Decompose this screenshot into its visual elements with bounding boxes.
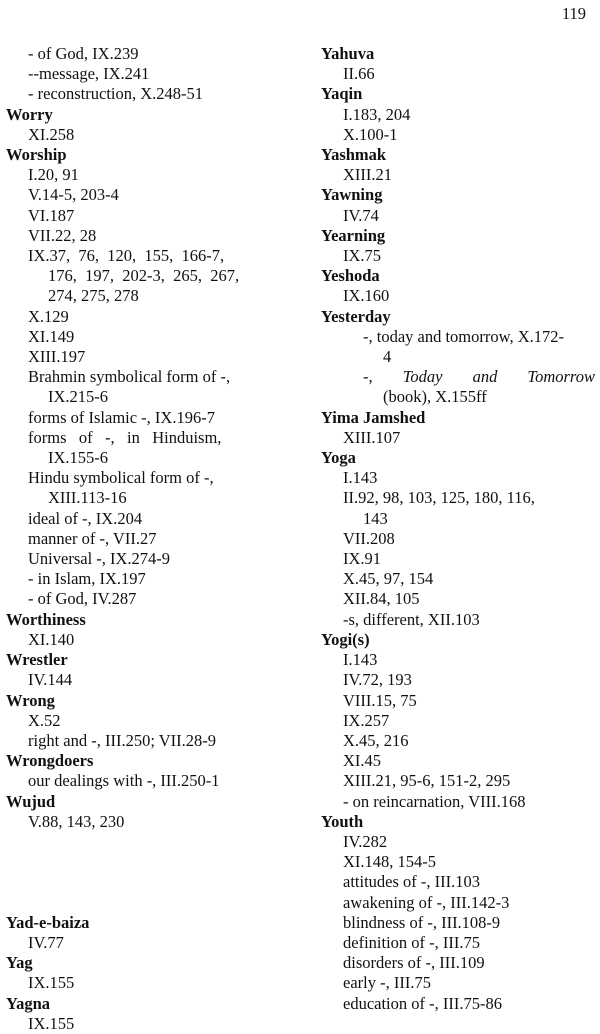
index-entry: Brahmin symbolical form of -, xyxy=(28,367,231,387)
index-entry: manner of -, VII.27 xyxy=(28,528,157,548)
index-entry-book xyxy=(321,367,597,387)
index-entry: education of -, III.75-86 xyxy=(343,993,502,1013)
index-heading: Yag xyxy=(6,953,33,973)
index-entry: X.100-1 xyxy=(343,124,398,144)
index-heading: Yagna xyxy=(6,993,51,1013)
index-heading: Yeshoda xyxy=(321,266,380,286)
index-entry: IX.160 xyxy=(343,286,390,306)
section-gap xyxy=(6,893,291,913)
book-title-word: Tomorrow xyxy=(527,367,595,387)
index-entry: right and -, III.250; VII.28-9 xyxy=(28,730,217,750)
index-entry: IX.257 xyxy=(343,710,390,730)
index-heading: Yima Jamshed xyxy=(321,407,426,427)
index-entry: IX.155 xyxy=(28,973,75,993)
index-heading: Wrestler xyxy=(6,650,68,670)
index-entry-continued: IX.215-6 xyxy=(48,387,109,407)
index-entry: -, today and tomorrow, X.172- xyxy=(363,326,565,346)
index-entry: IV.282 xyxy=(343,831,388,851)
index-entry: disorders of -, III.109 xyxy=(343,953,485,973)
index-entry: blindness of -, III.108-9 xyxy=(343,912,501,932)
index-entry-continued: 176, 197, 202-3, 265, 267, xyxy=(48,266,240,286)
index-entry: forms of -, in Hinduism, xyxy=(28,427,222,447)
index-entry-continued: 143 xyxy=(363,508,388,528)
page-number: 119 xyxy=(561,4,586,23)
index-entry: forms of Islamic -, IX.196-7 xyxy=(28,407,215,427)
book-title-word: and xyxy=(472,367,498,387)
index-entry: XII.84, 105 xyxy=(343,589,420,609)
index-entry-continued: (book), X.155ff xyxy=(383,387,487,407)
index-entry: early -, III.75 xyxy=(343,973,431,993)
index-entry: II.66 xyxy=(343,64,375,84)
index-heading: Wrongdoers xyxy=(6,751,94,771)
index-entry: XI.148, 154-5 xyxy=(343,852,437,872)
index-entry: awakening of -, III.142-3 xyxy=(343,892,510,912)
index-entry: XI.258 xyxy=(28,124,75,144)
index-entry: definition of -, III.75 xyxy=(343,932,481,952)
index-heading: Yahuva xyxy=(321,44,375,63)
index-entry: our dealings with -, III.250-1 xyxy=(28,771,220,791)
index-entry: XI.140 xyxy=(28,629,75,649)
index-entry: X.45, 97, 154 xyxy=(343,569,434,589)
index-entry: XI.45 xyxy=(343,751,382,771)
index-entry: VI.187 xyxy=(28,205,75,225)
index-entry: VIII.15, 75 xyxy=(343,690,417,710)
index-entry: XIII.107 xyxy=(343,427,401,447)
index-entry: IV.74 xyxy=(343,205,379,225)
index-entry: XIII.21, 95-6, 151-2, 295 xyxy=(343,771,511,791)
index-entry: IX.91 xyxy=(343,549,382,569)
index-heading: Yoga xyxy=(321,448,356,468)
index-entry: X.129 xyxy=(28,306,69,326)
index-entry: IV.77 xyxy=(28,932,64,952)
index-heading: Yogi(s) xyxy=(321,629,370,649)
entry-dash: -, xyxy=(363,367,373,387)
index-entry: VII.22, 28 xyxy=(28,225,97,245)
index-entry: I.183, 204 xyxy=(343,104,411,124)
index-entry: - in Islam, IX.197 xyxy=(28,569,146,589)
index-entry: attitudes of -, III.103 xyxy=(343,872,481,892)
index-entry-continued: 274, 275, 278 xyxy=(48,286,139,306)
index-entry-continued: IX.155-6 xyxy=(48,448,109,468)
index-heading: Youth xyxy=(321,811,364,831)
index-entry: XIII.197 xyxy=(28,347,86,367)
index-column-right xyxy=(321,44,597,1014)
index-entry: I.20, 91 xyxy=(28,165,79,185)
index-heading: Yad-e-baiza xyxy=(6,912,90,932)
index-entry: - reconstruction, X.248-51 xyxy=(28,84,204,104)
index-heading: Wujud xyxy=(6,791,56,811)
index-entry: XI.149 xyxy=(28,326,75,346)
index-entry-continued: XIII.113-16 xyxy=(48,488,127,508)
index-entry: - on reincarnation, VIII.168 xyxy=(343,791,526,811)
index-entry: X.52 xyxy=(28,710,61,730)
index-heading: Worry xyxy=(6,104,53,124)
index-entry: IX.155 xyxy=(28,1013,75,1033)
index-entry: Hindu symbolical form of -, xyxy=(28,468,214,488)
index-entry-continued: 4 xyxy=(383,347,392,367)
book-title-word: Today xyxy=(402,367,443,387)
index-entry: IV.144 xyxy=(28,670,73,690)
index-heading: Yesterday xyxy=(321,306,391,326)
index-entry: --message, IX.241 xyxy=(28,64,150,84)
index-heading: Yaqin xyxy=(321,84,363,104)
index-entry: XIII.21 xyxy=(343,165,393,185)
index-heading: Worship xyxy=(6,145,67,165)
index-heading: Yashmak xyxy=(321,145,387,165)
index-entry: IX.37, 76, 120, 155, 166-7, xyxy=(28,246,225,266)
index-entry: II.92, 98, 103, 125, 180, 116, xyxy=(343,488,535,508)
index-entry: ideal of -, IX.204 xyxy=(28,508,143,528)
index-entry: V.88, 143, 230 xyxy=(28,811,125,831)
index-entry: Universal -, IX.274-9 xyxy=(28,549,171,569)
index-entry: VII.208 xyxy=(343,528,395,548)
index-entry: I.143 xyxy=(343,468,378,488)
index-column-left xyxy=(6,44,291,1034)
index-entry: -s, different, XII.103 xyxy=(343,609,480,629)
section-gap xyxy=(6,832,291,893)
index-entry: - of God, IX.239 xyxy=(28,44,139,63)
index-heading: Worthiness xyxy=(6,609,86,629)
index-entry: V.14-5, 203-4 xyxy=(28,185,119,205)
index-entry: X.45, 216 xyxy=(343,730,409,750)
index-entry: I.143 xyxy=(343,650,378,670)
index-entry: - of God, IV.287 xyxy=(28,589,137,609)
index-entry: IX.75 xyxy=(343,246,382,266)
index-heading: Wrong xyxy=(6,690,55,710)
index-heading: Yearning xyxy=(321,225,386,245)
index-entry: IV.72, 193 xyxy=(343,670,412,690)
index-heading: Yawning xyxy=(321,185,383,205)
